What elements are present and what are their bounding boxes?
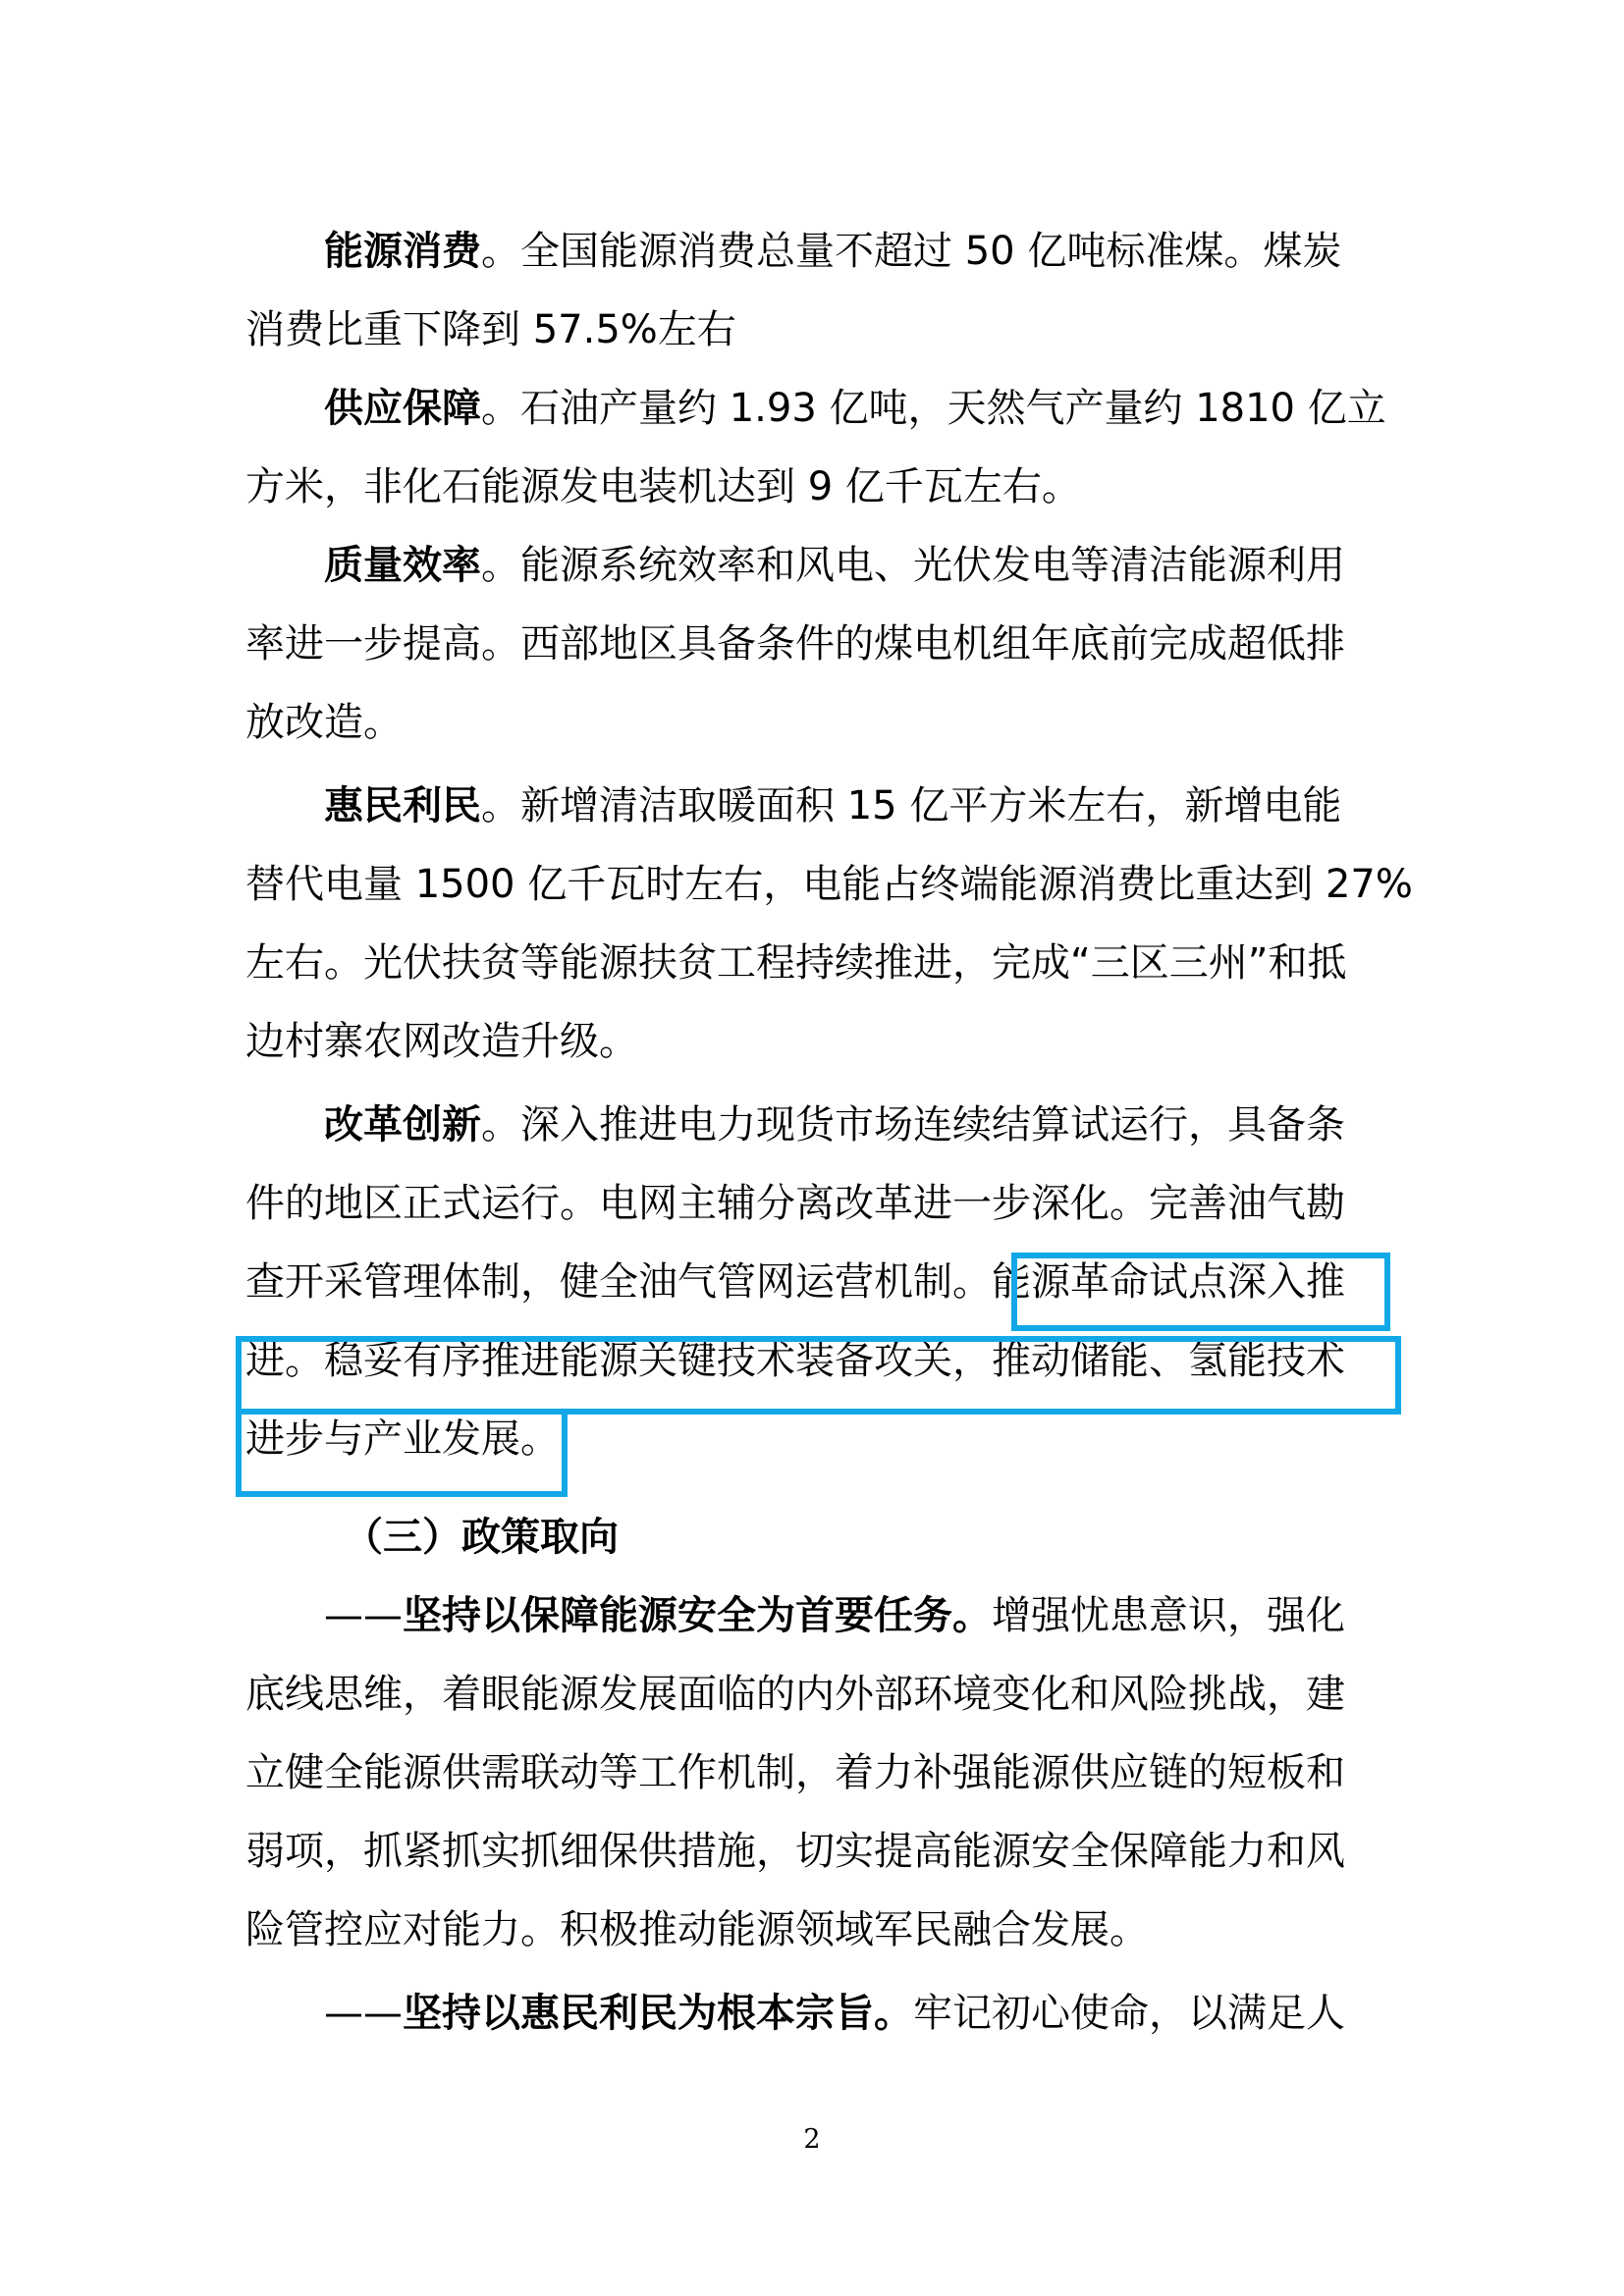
reform-text-plain: 查开采管理体制，健全油气管网运营机制。 bbox=[245, 1259, 992, 1305]
paragraph-reform-line-2: 件的地区正式运行。电网主辅分离改革进一步深化。完善油气勘 bbox=[245, 1181, 1345, 1226]
quality-title: 质量效率 bbox=[324, 543, 481, 588]
paragraph-supply-line-1 bbox=[324, 379, 1386, 438]
policy1-dash: —— bbox=[324, 1593, 403, 1638]
supply-text: 。石油产量约 1.93 亿吨，天然气产量约 1810 亿立 bbox=[481, 386, 1386, 431]
benefit-text: 。新增清洁取暖面积 15 亿平方米左右，新增电能 bbox=[481, 783, 1342, 828]
paragraph-policy1-line-4: 弱项，抓紧抓实抓细保供措施，切实提高能源安全保障能力和风 bbox=[245, 1829, 1345, 1874]
policy1-text: 增强忧患意识，强化 bbox=[992, 1593, 1345, 1638]
reform-title: 改革创新 bbox=[324, 1102, 481, 1148]
paragraph-policy1-line-5: 险管控应对能力。积极推动能源领域军民融合发展。 bbox=[245, 1907, 1149, 1952]
paragraph-energy-line-2: 消费比重下降到 57.5%左右 bbox=[245, 307, 736, 352]
supply-title: 供应保障 bbox=[324, 386, 481, 431]
policy2-title: 坚持以惠民利民为根本宗旨。 bbox=[403, 1991, 913, 2036]
policy2-dash: —— bbox=[324, 1991, 403, 2036]
quality-text: 。能源系统效率和风电、光伏发电等清洁能源利用 bbox=[481, 543, 1345, 588]
paragraph-energy-line-1 bbox=[324, 222, 1341, 281]
policy1-title: 坚持以保障能源安全为首要任务。 bbox=[403, 1593, 992, 1638]
reform-text: 。深入推进电力现货市场连续结算试运行，具备条 bbox=[481, 1102, 1345, 1148]
paragraph-benefit-line-2: 替代电量 1500 亿千瓦时左右，电能占终端能源消费比重达到 27% bbox=[245, 862, 1413, 907]
section-heading-policy: （三）政策取向 bbox=[344, 1515, 619, 1560]
paragraph-supply-line-2: 方米，非化石能源发电装机达到 9 亿千瓦左右。 bbox=[245, 464, 1081, 509]
paragraph-reform-line-3 bbox=[245, 1253, 1345, 1311]
paragraph-reform-line-5: 进步与产业发展。 bbox=[245, 1416, 560, 1462]
page-number: 2 bbox=[803, 2124, 821, 2155]
paragraph-quality-line-2: 率进一步提高。西部地区具备条件的煤电机组年底前完成超低排 bbox=[245, 621, 1345, 667]
paragraph-quality-line-3: 放改造。 bbox=[245, 700, 403, 745]
policy2-text: 牢记初心使命，以满足人 bbox=[913, 1991, 1345, 2036]
energy-text: 。全国能源消费总量不超过 50 亿吨标准煤。煤炭 bbox=[481, 229, 1342, 274]
benefit-title: 惠民利民 bbox=[324, 783, 481, 828]
paragraph-quality-line-1 bbox=[324, 536, 1345, 595]
paragraph-benefit-line-3: 左右。光伏扶贫等能源扶贫工程持续推进，完成“三区三州”和抵 bbox=[245, 940, 1347, 986]
paragraph-policy1-line-2: 底线思维，着眼能源发展面临的内外部环境变化和风险挑战，建 bbox=[245, 1672, 1345, 1717]
paragraph-policy1-line-1 bbox=[324, 1586, 1345, 1645]
paragraph-benefit-line-4: 边村寨农网改造升级。 bbox=[245, 1019, 638, 1064]
paragraph-reform-line-1 bbox=[324, 1095, 1345, 1154]
paragraph-policy2-line-1 bbox=[324, 1984, 1345, 2043]
reform-text-highlighted: 能源革命试点深入推 bbox=[992, 1259, 1345, 1305]
energy-title: 能源消费 bbox=[324, 229, 481, 274]
paragraph-policy1-line-3: 立健全能源供需联动等工作机制，着力补强能源供应链的短板和 bbox=[245, 1750, 1345, 1795]
paragraph-benefit-line-1 bbox=[324, 776, 1341, 835]
paragraph-reform-line-4: 进。稳妥有序推进能源关键技术装备攻关，推动储能、氢能技术 bbox=[245, 1338, 1345, 1383]
